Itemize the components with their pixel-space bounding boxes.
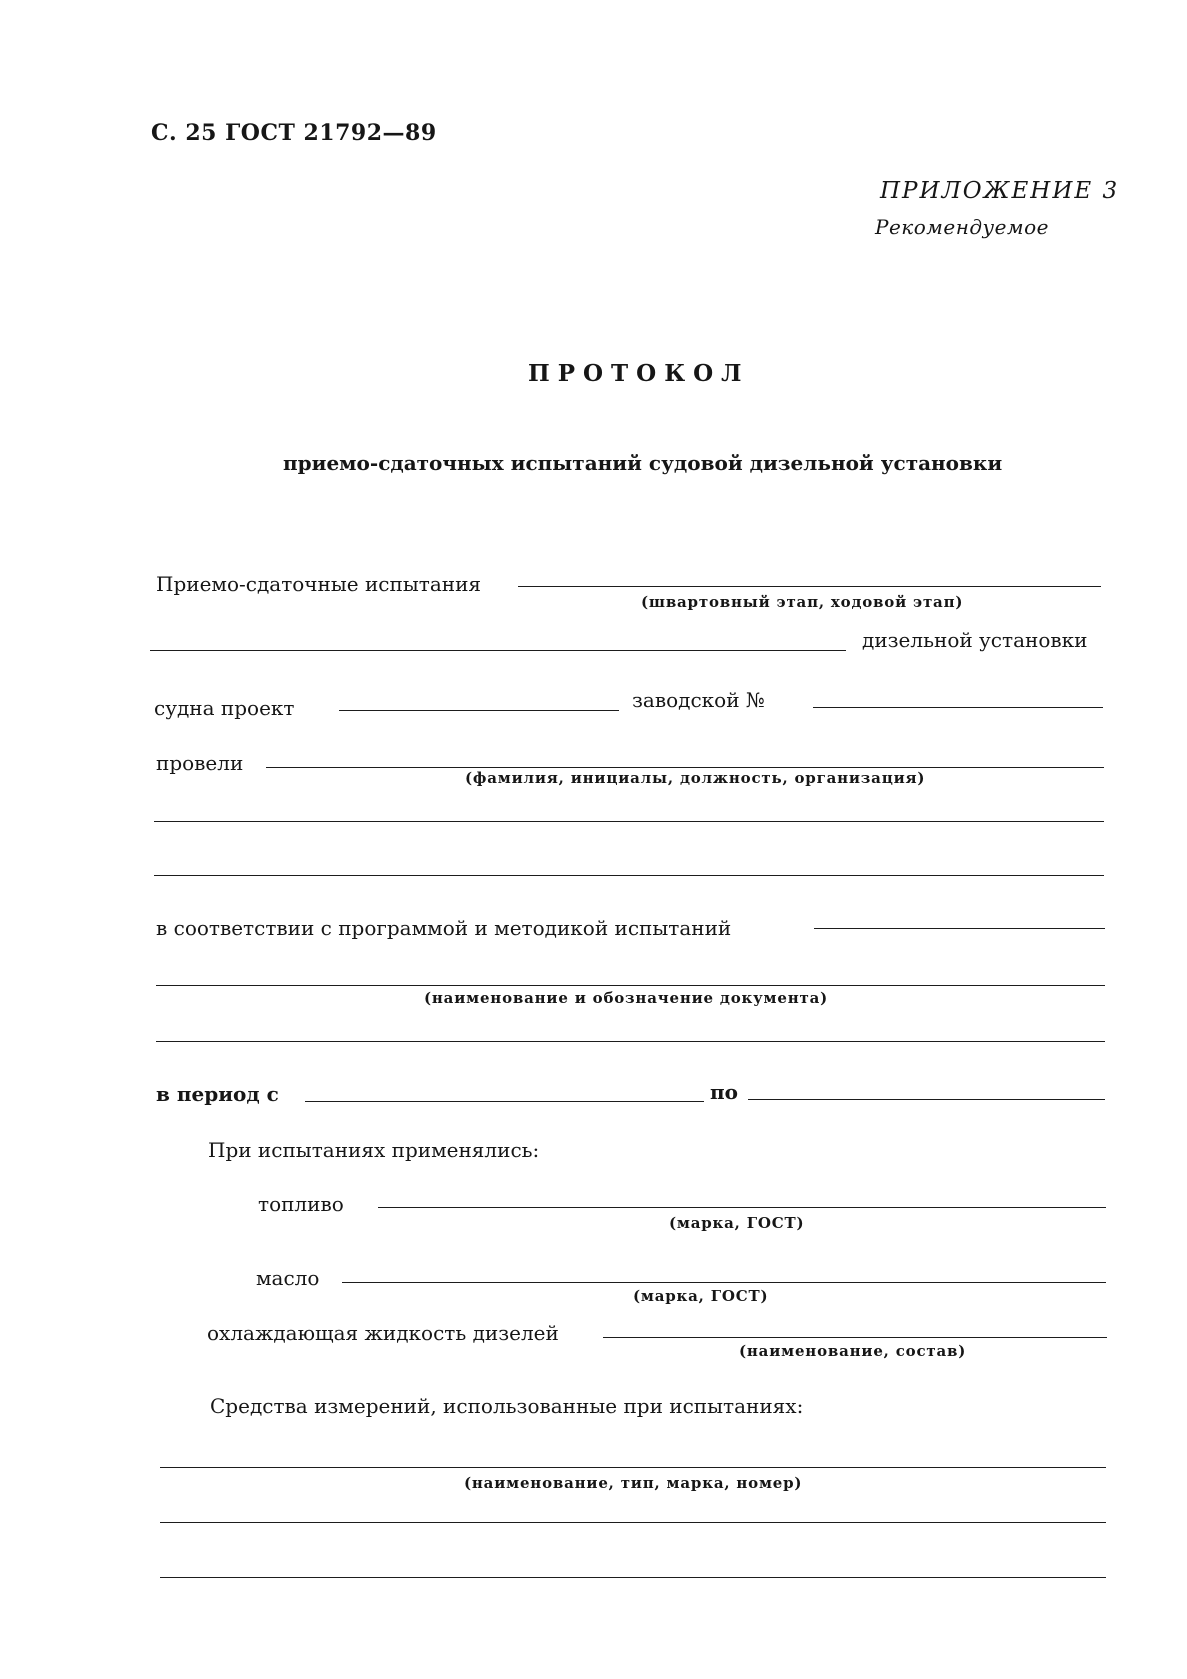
coolant-field[interactable] xyxy=(603,1337,1107,1338)
factory-number-field[interactable] xyxy=(813,707,1103,708)
period-to-field[interactable] xyxy=(748,1099,1105,1100)
program-field-line-2[interactable] xyxy=(156,985,1105,986)
tests-label: Приемо-сдаточные испытания xyxy=(156,572,482,596)
period-from-field[interactable] xyxy=(305,1101,704,1102)
fuel-field[interactable] xyxy=(378,1207,1106,1208)
page-header-reference: С. 25 ГОСТ 21792—89 xyxy=(151,120,437,146)
materials-used-heading: При испытаниях применялись: xyxy=(208,1138,540,1162)
oil-hint: (марка, ГОСТ) xyxy=(633,1287,769,1305)
fuel-label: топливо xyxy=(258,1192,344,1216)
conducted-field-line-3[interactable] xyxy=(154,875,1104,876)
instruments-hint: (наименование, тип, марка, номер) xyxy=(464,1474,803,1492)
annex-title: ПРИЛОЖЕНИЕ 3 xyxy=(880,178,1120,204)
installation-label: дизельной установки xyxy=(862,628,1088,652)
conducted-label: провели xyxy=(156,751,244,775)
coolant-label: охлаждающая жидкость дизелей xyxy=(207,1321,559,1345)
instruments-label: Средства измерений, использованные при испытаниях: xyxy=(210,1394,804,1418)
program-hint: (наименование и обозначение документа) xyxy=(424,989,829,1007)
program-label: в соответствии с программой и методикой испытаний xyxy=(156,916,732,940)
coolant-hint: (наименование, состав) xyxy=(739,1342,967,1360)
period-from-label: в период с xyxy=(156,1082,279,1106)
instruments-field[interactable] xyxy=(160,1467,1106,1468)
conducted-field[interactable] xyxy=(266,767,1104,768)
vessel-project-label: судна проект xyxy=(154,696,295,720)
program-field[interactable] xyxy=(814,928,1105,929)
installation-field[interactable] xyxy=(150,650,846,651)
factory-number-label: заводской № xyxy=(632,688,765,712)
period-to-label: по xyxy=(710,1080,738,1104)
oil-label: масло xyxy=(256,1266,320,1290)
oil-field[interactable] xyxy=(342,1282,1106,1283)
fuel-hint: (марка, ГОСТ) xyxy=(669,1214,805,1232)
instruments-field-line-3[interactable] xyxy=(160,1577,1106,1578)
vessel-project-field[interactable] xyxy=(339,710,619,711)
conducted-field-line-2[interactable] xyxy=(154,821,1104,822)
document-title: ПРОТОКОЛ xyxy=(528,360,750,387)
document-subtitle: приемо-сдаточных испытаний судовой дизельной установки xyxy=(283,451,1003,475)
tests-field[interactable] xyxy=(518,586,1101,587)
conducted-hint: (фамилия, инициалы, должность, организация) xyxy=(465,769,926,787)
tests-hint: (швартовный этап, ходовой этап) xyxy=(641,593,964,611)
instruments-field-line-2[interactable] xyxy=(160,1522,1106,1523)
program-field-line-3[interactable] xyxy=(156,1041,1105,1042)
annex-status: Рекомендуемое xyxy=(875,215,1049,239)
